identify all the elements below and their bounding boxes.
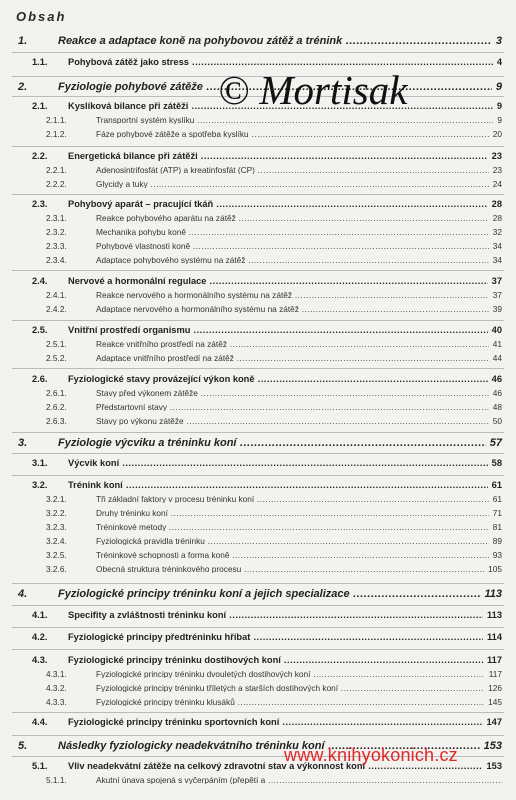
- toc-entry-title: Adaptace nervového a hormonálního systému na zátěž .....: [96, 305, 489, 313]
- toc-entry-page: 71: [492, 508, 502, 518]
- toc-entry-page: 23: [492, 165, 502, 175]
- toc-entry-page: 9: [496, 101, 502, 111]
- toc-entry-number: 2.6.1.: [46, 388, 67, 398]
- toc-entry-title: Tři základní faktory v procesu tréninku koní .....: [96, 495, 489, 503]
- toc-entry-page: 61: [491, 480, 502, 490]
- toc-entry-title: Vliv neadekvátní zátěže na celkový zdravotní stav a výkonnost koní .....: [68, 762, 482, 771]
- toc-entry-page: 153: [483, 740, 502, 752]
- toc-entry-title: Glycidy a tuky .....: [96, 180, 489, 188]
- toc-entry-title: Stavy po výkonu zátěže .....: [96, 417, 489, 425]
- toc-entry-title: Fyziologické principy tréninku klusáků .....: [96, 698, 484, 706]
- toc-entry-number: 5.: [18, 740, 28, 752]
- toc-entry-page: 145: [488, 697, 502, 707]
- toc-entry-number: 2.: [18, 81, 28, 93]
- toc-entry-page: 126: [488, 683, 502, 693]
- toc-entry-title: Specifity a zvláštnosti tréninku koní .....: [68, 611, 483, 620]
- section-divider: [12, 475, 504, 476]
- toc-entry-number: 4.3.2.: [46, 683, 67, 693]
- toc-entry-page: 105: [488, 564, 502, 574]
- toc-entry-page: 23: [491, 151, 502, 161]
- toc-entry-title: Tréninkové metody .....: [96, 523, 489, 531]
- toc-entry-number: 2.6.: [32, 374, 48, 384]
- toc-entry-number: 4.3.: [32, 655, 48, 665]
- toc-entry-number: 3.2.4.: [46, 536, 67, 546]
- toc-entry-title: Kyslíková bilance při zátěži .....: [68, 102, 493, 111]
- section-divider: [12, 432, 504, 433]
- toc-entry-page: 34: [492, 255, 502, 265]
- toc-entry-number: 4.: [18, 588, 28, 600]
- toc-entry-number: 3.2.6.: [46, 564, 67, 574]
- toc-entry-page: 89: [492, 536, 502, 546]
- toc-entry-title: Adenosintrifosfát (ATP) a kreatinfosfát (CP) .....: [96, 166, 489, 174]
- toc-entry-page: 9: [495, 81, 502, 93]
- toc-entry-title: Obecná struktura tréninkového procesu .....: [96, 565, 484, 573]
- toc-entry-page: 37: [491, 276, 502, 286]
- toc-entry-page: 61: [492, 494, 502, 504]
- toc-entry-title: Pohybová zátěž jako stress .....: [68, 58, 493, 67]
- toc-entry-title: Fyziologické principy tréninku tříletých a starších dostihových koní .....: [96, 684, 484, 692]
- toc-entry-page: 114: [487, 632, 502, 642]
- toc-entry-number: 3.2.3.: [46, 522, 67, 532]
- toc-entry-number: 5.1.: [32, 761, 48, 771]
- toc-entry-number: 2.6.3.: [46, 416, 67, 426]
- toc-entry-number: 3.1.: [32, 458, 48, 468]
- toc-entry-page: 113: [487, 610, 502, 620]
- toc-entry-page: 46: [491, 374, 502, 384]
- toc-entry-title: Fyziologické principy tréninku dvouletých dostihových koní .....: [96, 670, 485, 678]
- toc-entry-number: 1.: [18, 35, 28, 47]
- toc-entry-title: Fyziologické principy tréninku sportovních koní .....: [68, 718, 482, 727]
- toc-entry-page: 57: [489, 437, 502, 449]
- toc-entry-number: 3.2.5.: [46, 550, 67, 560]
- toc-entry-title: Pohybový aparát – pracující tkáň .....: [68, 200, 488, 209]
- toc-entry-number: 2.1.2.: [46, 129, 67, 139]
- toc-entry-number: 2.2.1.: [46, 165, 67, 175]
- toc-entry-number: 4.3.1.: [46, 669, 67, 679]
- toc-entry-number: 1.1.: [32, 57, 48, 67]
- toc-entry-page: 24: [492, 179, 502, 189]
- section-divider: [12, 627, 504, 628]
- toc-entry-page: 117: [487, 655, 502, 665]
- toc-entry-number: 2.2.2.: [46, 179, 67, 189]
- toc-entry-title: Reakce vnitřního prostředí na zátěž .....: [96, 340, 489, 348]
- toc-entry-title: Energetická bilance při zátěži .....: [68, 152, 488, 161]
- toc-entry-page: 41: [492, 339, 502, 349]
- toc-entry-number: 2.6.2.: [46, 402, 67, 412]
- toc-entry-title: Reakce pohybového aparátu na zátěž .....: [96, 214, 489, 222]
- toc-entry-page: 32: [492, 227, 502, 237]
- toc-entry-page: 153: [486, 761, 502, 771]
- toc-entry-page: 50: [492, 416, 502, 426]
- toc-entry-number: 2.3.4.: [46, 255, 67, 265]
- toc-entry-title: Výcvik koní .....: [68, 459, 488, 468]
- toc-entry-number: 4.2.: [32, 632, 48, 642]
- toc-entry-title: Trénink koní .....: [68, 481, 488, 490]
- toc-entry-title: Stavy před výkonem zátěže .....: [96, 389, 489, 397]
- toc-entry-number: 2.4.: [32, 276, 48, 286]
- section-divider: [12, 712, 504, 713]
- section-divider: [12, 649, 504, 650]
- toc-entry-page: 3: [495, 35, 502, 47]
- toc-entry-number: 2.4.1.: [46, 290, 67, 300]
- toc-entry-title: Adaptace pohybového systému na zátěž .....: [96, 256, 489, 264]
- toc-entry-page: 37: [492, 290, 502, 300]
- toc-entry-title: Fáze pohybové zátěže a spotřeba kyslíku .....: [96, 130, 489, 138]
- toc-entry-title: Pohybové vlastnosti koně .....: [96, 242, 489, 250]
- toc-entry-title: Fyziologické principy předtréninku hříbat .....: [68, 633, 483, 642]
- toc-entry-title: Druhy tréninku koní .....: [96, 509, 489, 517]
- toc-entry-page: 20: [492, 129, 502, 139]
- toc-entry-number: 3.: [18, 437, 28, 449]
- toc-entry-number: 2.4.2.: [46, 304, 67, 314]
- toc-entry-title: Fyziologie výcviku a tréninku koní .....: [58, 438, 486, 449]
- toc-entry-title: Fyziologické principy tréninku koní a jejich specializace .....: [58, 589, 480, 600]
- section-divider: [12, 52, 504, 53]
- toc-entry-page: 58: [491, 458, 502, 468]
- toc-entry-page: 9: [497, 115, 502, 125]
- toc-entry-page: 93: [492, 550, 502, 560]
- toc-entry-title: Následky fyziologicky neadekvátního tréninku koní .....: [58, 741, 480, 752]
- toc-entry-number: 2.5.: [32, 325, 48, 335]
- toc-entry-number: 4.4.: [32, 717, 48, 727]
- toc-entry-page: 34: [492, 241, 502, 251]
- toc-entry-number: 2.3.2.: [46, 227, 67, 237]
- toc-entry-title: Tréninkové schopnosti a forma koně .....: [96, 551, 489, 559]
- toc-entry-page: 113: [484, 588, 502, 600]
- toc-entry-number: 2.5.2.: [46, 353, 67, 363]
- toc-entry-title: Fyziologie pohybové zátěže .....: [58, 82, 492, 93]
- toc-entry-page: 40: [491, 325, 502, 335]
- toc-entry-title: Akutní únava spojená s vyčerpáním (přepětí a .....: [96, 776, 502, 784]
- toc-entry-number: 4.1.: [32, 610, 48, 620]
- toc-entry-number: 3.2.2.: [46, 508, 67, 518]
- toc-entry-page: 44: [492, 353, 502, 363]
- toc-entry-number: 2.3.1.: [46, 213, 67, 223]
- toc-entry-page: 147: [486, 717, 502, 727]
- toc-entry-title: Reakce a adaptace koně na pohybovou zátěž a trénink .....: [58, 36, 492, 47]
- toc-entry-title: Fyziologická pravidla tréninku .....: [96, 537, 489, 545]
- toc-entry-title: Vnitřní prostředí organismu .....: [68, 326, 488, 335]
- toc-entry-number: 3.2.1.: [46, 494, 67, 504]
- toc-entry-number: 2.2.: [32, 151, 48, 161]
- section-divider: [12, 270, 504, 271]
- toc-entry-page: 28: [491, 199, 502, 209]
- toc-entry-title: Mechanika pohybu koně .....: [96, 228, 489, 236]
- toc-entry-page: 46: [492, 388, 502, 398]
- toc-entry-number: 2.3.3.: [46, 241, 67, 251]
- toc-entry-title: Předstartovní stavy .....: [96, 403, 489, 411]
- toc-entry-page: 4: [496, 57, 502, 67]
- section-divider: [12, 583, 504, 584]
- toc-entry-number: 3.2.: [32, 480, 48, 490]
- toc-entry-number: 2.1.1.: [46, 115, 67, 125]
- toc-entry-title: Nervové a hormonální regulace .....: [68, 277, 488, 286]
- toc-entry-page: 48: [492, 402, 502, 412]
- section-divider: [12, 320, 504, 321]
- toc-entry-title: Transportní systém kyslíku .....: [96, 116, 493, 124]
- section-divider: [12, 453, 504, 454]
- toc-entry-page: 28: [492, 213, 502, 223]
- site-watermark: www.knihyokonich.cz: [284, 745, 458, 765]
- toc-entry-title: Fyziologické principy tréninku dostihových koní .....: [68, 656, 483, 665]
- toc-entry-number: 2.5.1.: [46, 339, 67, 349]
- toc-entry-number: 4.3.3.: [46, 697, 67, 707]
- section-divider: [12, 146, 504, 147]
- toc-entry-number: 2.1.: [32, 101, 48, 111]
- toc-entry-title: Reakce nervového a hormonálního systému na zátěž .....: [96, 291, 489, 299]
- toc-entry-title: Fyziologické stavy provázející výkon koně .....: [68, 375, 488, 384]
- page-title: Obsah: [16, 9, 67, 24]
- section-divider: [12, 605, 504, 606]
- toc-entry-number: 2.3.: [32, 199, 48, 209]
- section-divider: [12, 368, 504, 369]
- toc-entry-page: 81: [492, 522, 502, 532]
- toc-entry-page: 117: [488, 669, 502, 679]
- toc-entry-title: Adaptace vnitřního prostředí na zátěž .....: [96, 354, 489, 362]
- toc-entry-page: 39: [492, 304, 502, 314]
- section-divider: [12, 735, 504, 736]
- toc-entry-number: 5.1.1.: [46, 775, 67, 785]
- section-divider: [12, 194, 504, 195]
- copyright-watermark: © Mortisak: [218, 67, 408, 113]
